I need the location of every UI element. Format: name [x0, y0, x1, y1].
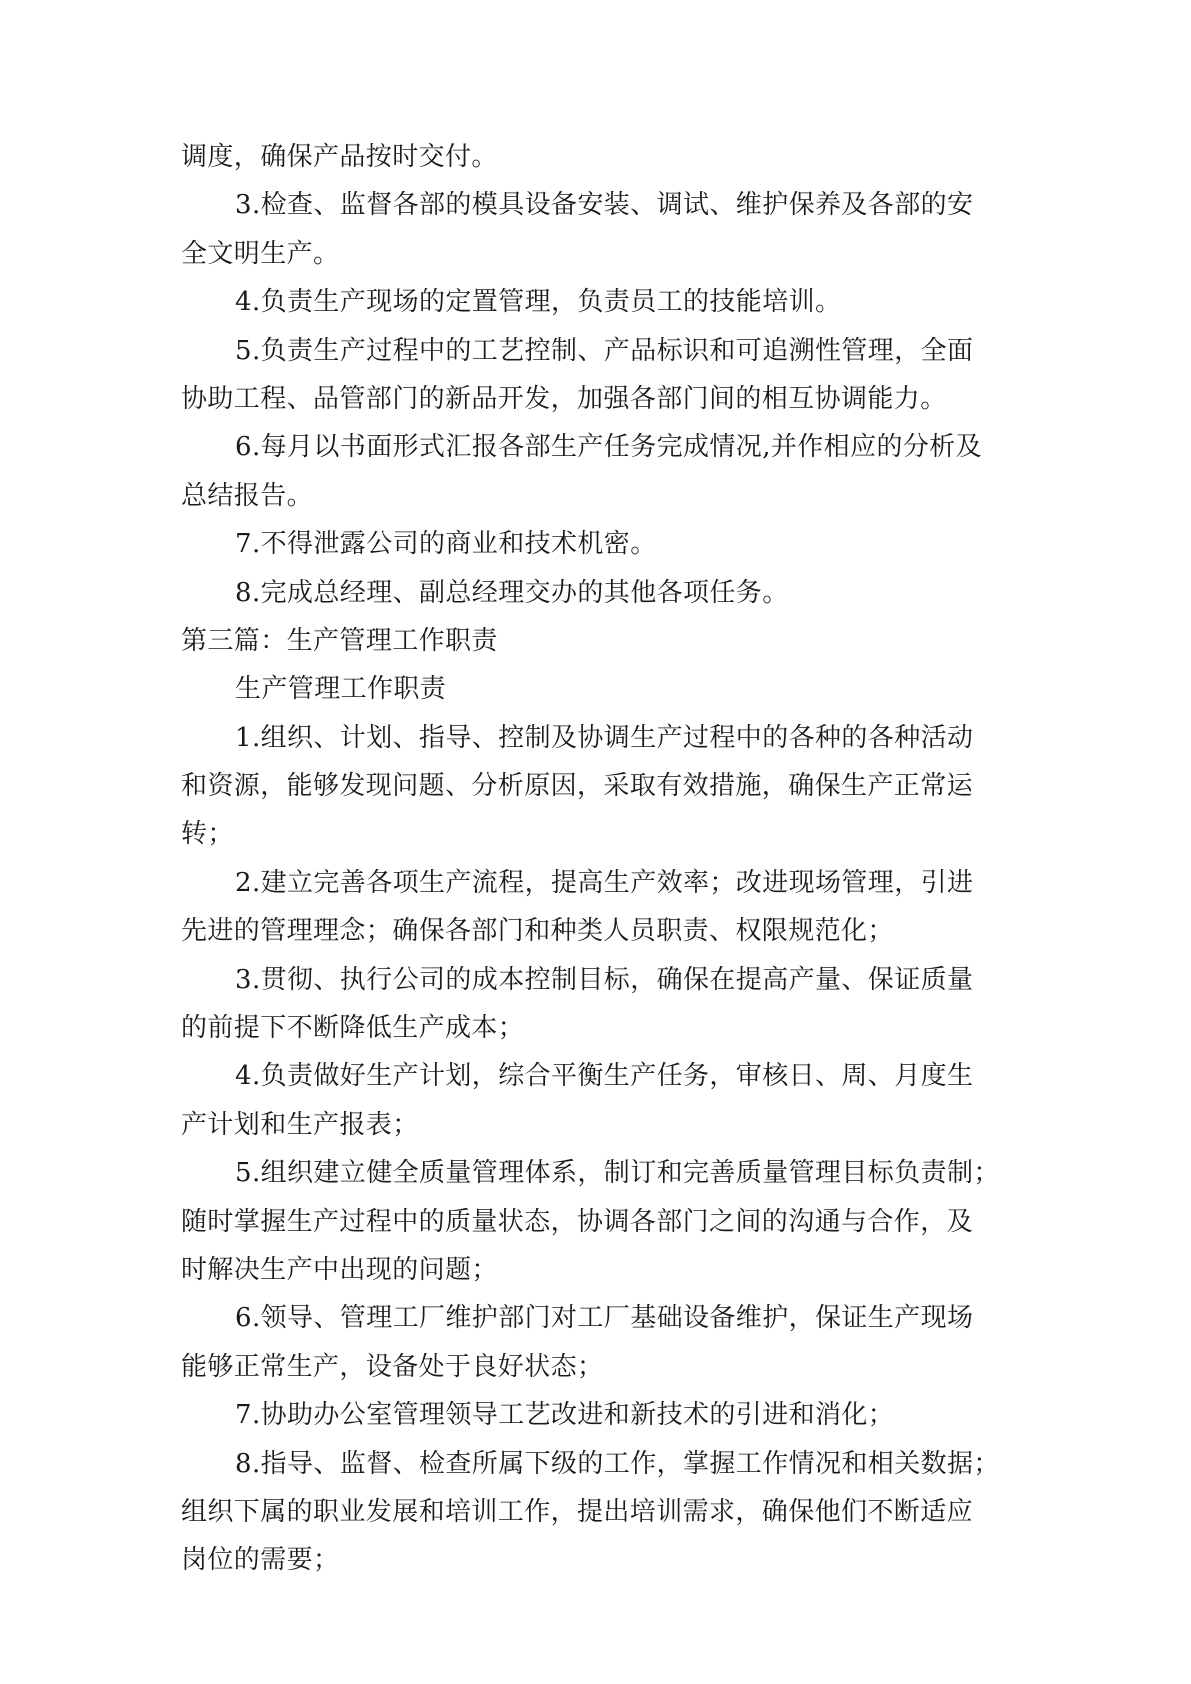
text-line: 4.负责生产现场的定置管理，负责员工的技能培训。	[235, 287, 842, 318]
text-line: 调度，确保产品按时交付。	[181, 142, 498, 172]
text-line: 2.建立完善各项生产流程，提高生产效率；改进现场管理，引进	[235, 867, 974, 898]
text-line: 能够正常生产，设备处于良好状态；	[181, 1351, 604, 1382]
text-line: 3.贯彻、执行公司的成本控制目标，确保在提高产量、保证质量	[235, 964, 974, 995]
text-line: 总结报告。	[181, 480, 314, 511]
text-line: 全文明生产。	[181, 238, 340, 269]
text-line: 1.组织、计划、指导、控制及协调生产过程中的各种的各种活动	[235, 722, 974, 753]
text-line: 3.检查、监督各部的模具设备安装、调试、维护保养及各部的安	[235, 190, 974, 221]
text-line: 8.完成总经理、副总经理交办的其他各项任务。	[235, 577, 789, 608]
text-line: 转；	[181, 819, 234, 850]
text-line: 4.负责做好生产计划，综合平衡生产任务，审核日、周、月度生	[235, 1061, 974, 1092]
text-line: 6.领导、管理工厂维护部门对工厂基础设备维护，保证生产现场	[235, 1303, 974, 1334]
section-heading: 第三篇：生产管理工作职责	[181, 625, 498, 656]
text-line: 随时掌握生产过程中的质量状态，协调各部门之间的沟通与合作，及	[181, 1206, 974, 1237]
text-line: 6.每月以书面形式汇报各部生产任务完成情况,并作相应的分析及	[235, 432, 983, 463]
section-subtitle: 生产管理工作职责	[235, 674, 447, 705]
text-line: 岗位的需要；	[181, 1545, 340, 1576]
document-body	[181, 133, 1026, 1585]
text-line: 的前提下不断降低生产成本；	[181, 1013, 525, 1044]
text-line: 8.指导、监督、检查所属下级的工作，掌握工作情况和相关数据；	[235, 1448, 1000, 1479]
text-line: 和资源，能够发现问题、分析原因，采取有效措施，确保生产正常运	[181, 771, 974, 802]
text-line: 时解决生产中出现的问题；	[181, 1254, 498, 1285]
text-line: 5.负责生产过程中的工艺控制、产品标识和可追溯性管理，全面	[235, 335, 974, 366]
text-line: 先进的管理理念；确保各部门和种类人员职责、权限规范化；	[181, 916, 894, 947]
text-line: 组织下属的职业发展和培训工作，提出培训需求，确保他们不断适应	[181, 1496, 974, 1527]
text-line: 7.协助办公室管理领导工艺改进和新技术的引进和消化；	[235, 1400, 895, 1431]
text-line: 5.组织建立健全质量管理体系，制订和完善质量管理目标负责制；	[235, 1158, 1000, 1189]
text-line: 产计划和生产报表；	[181, 1109, 419, 1140]
text-line: 7.不得泄露公司的商业和技术机密。	[235, 529, 657, 560]
text-line: 协助工程、品管部门的新品开发，加强各部门间的相互协调能力。	[181, 383, 947, 414]
